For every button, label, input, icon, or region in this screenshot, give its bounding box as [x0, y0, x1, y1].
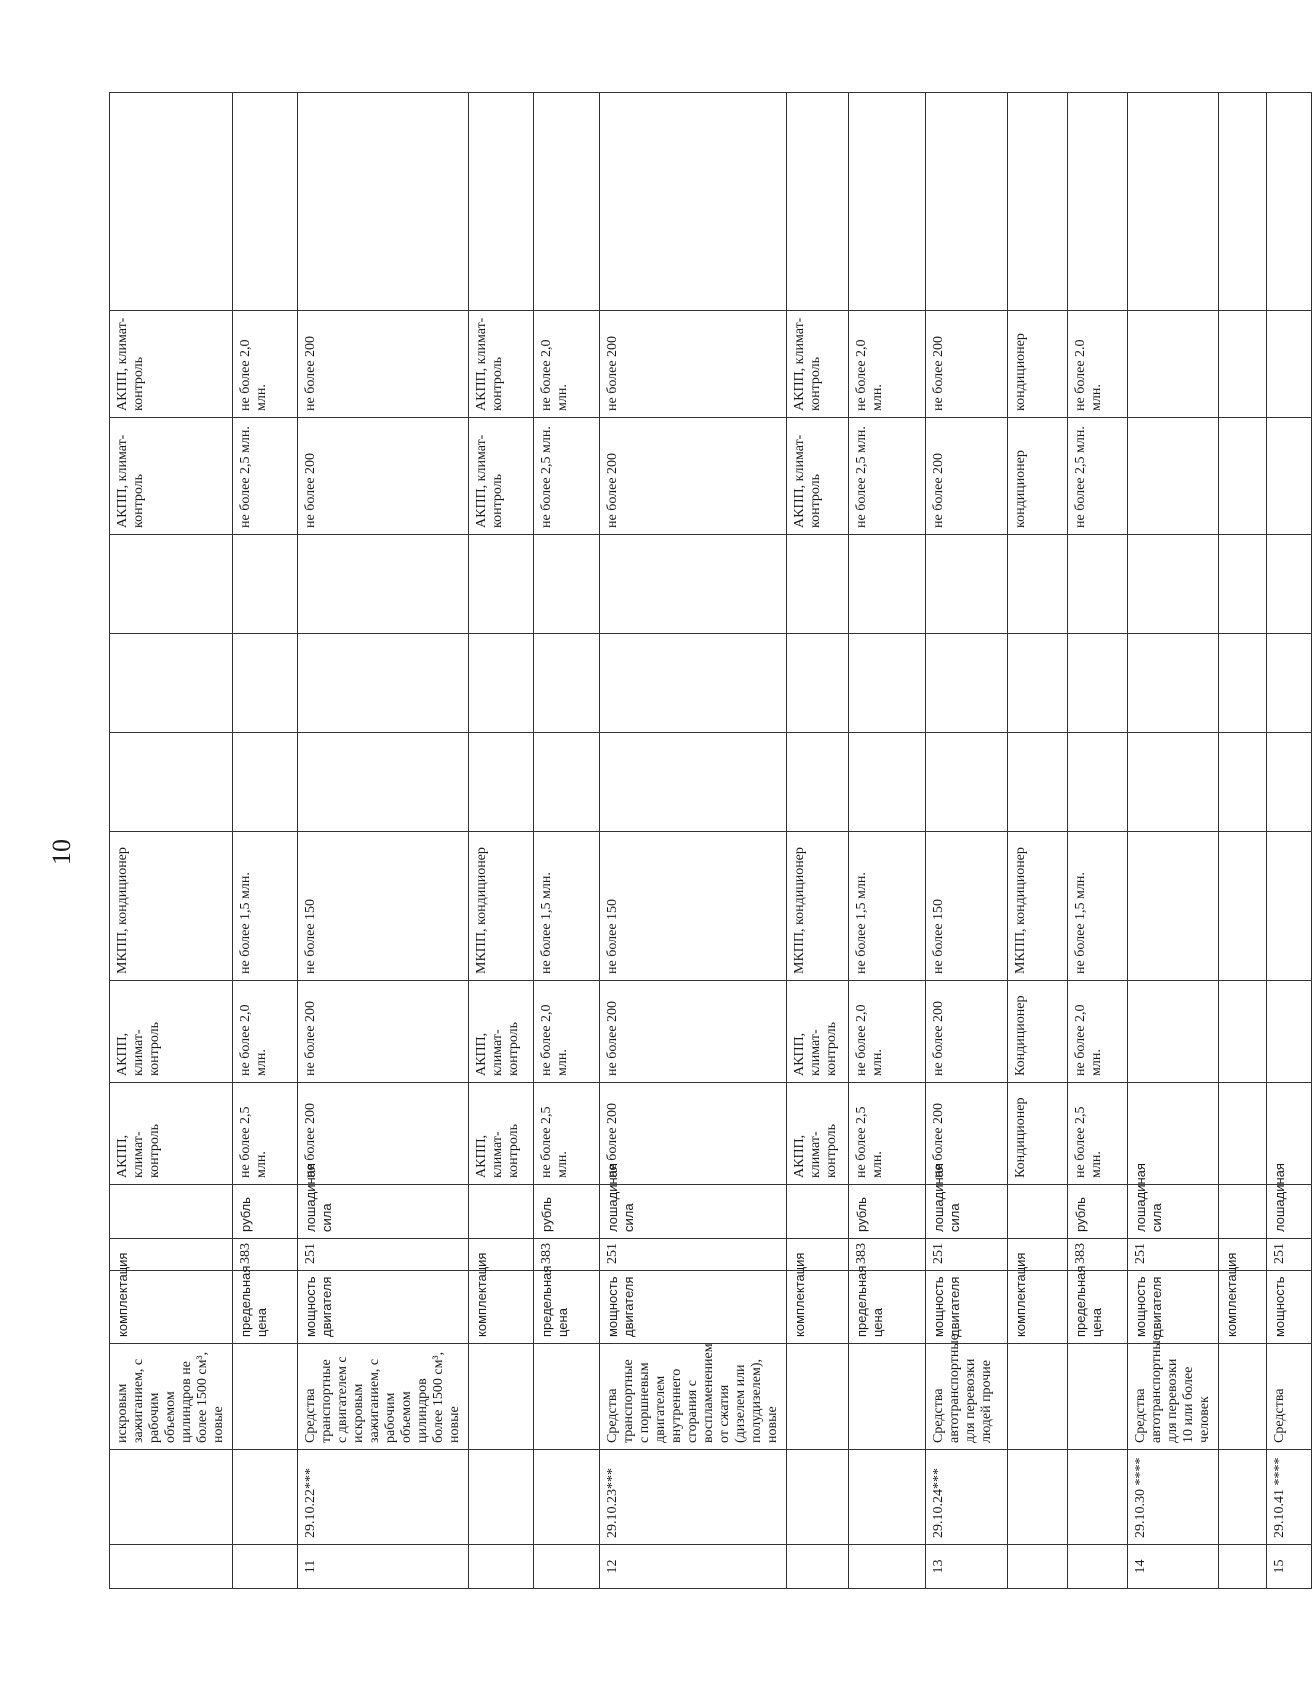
table-cell: не более 2,5 млн.	[1068, 1083, 1128, 1185]
table-row	[233, 93, 298, 1589]
table-cell: не более 200	[298, 1083, 469, 1185]
table-cell: не более 200	[298, 981, 469, 1083]
table-cell: не более 2,0 млн.	[849, 311, 926, 418]
table-cell: не более 150	[600, 832, 787, 981]
table-cell: АКПП, климат-контроль	[110, 981, 233, 1083]
table-cell	[1219, 1185, 1267, 1239]
table-cell: рубль	[849, 1185, 926, 1239]
table-cell: 251	[298, 1239, 469, 1271]
table-cell: 251	[600, 1239, 787, 1271]
table-cell	[298, 634, 469, 733]
table-cell: 29.10.23***	[600, 1450, 787, 1545]
table-cell	[1219, 733, 1267, 832]
table-cell: комплектация	[110, 1271, 233, 1344]
table-cell: не более 2,0 млн.	[534, 311, 600, 418]
table-cell	[1068, 1450, 1128, 1545]
table-cell	[849, 733, 926, 832]
table-cell: Средства транспортные с двигателем с искровым зажиганием, с рабочим объемом цилиндров более 1500 см³, новые	[298, 1344, 469, 1450]
table-cell	[787, 93, 849, 311]
table-cell	[1219, 1450, 1267, 1545]
table-row	[110, 93, 233, 1589]
table-cell	[1008, 1185, 1068, 1239]
table-cell: 29.10.24***	[926, 1450, 1008, 1545]
table-cell: не более 200	[600, 418, 787, 535]
table-cell	[787, 1450, 849, 1545]
table-cell	[1267, 832, 1312, 981]
table-row	[787, 93, 849, 1589]
table-cell	[1068, 1545, 1128, 1589]
table-cell	[469, 634, 534, 733]
table-cell: не более 200	[926, 418, 1008, 535]
table-cell: Средства автотранспортные для перевозки 10 или более человек	[1128, 1344, 1219, 1450]
table-cell	[110, 535, 233, 634]
table-cell	[1219, 1545, 1267, 1589]
table-cell: не более 1,5 млн.	[1068, 832, 1128, 981]
table-cell	[926, 634, 1008, 733]
table-cell	[110, 1185, 233, 1239]
table-cell: Кондиционер	[1008, 981, 1068, 1083]
table-cell: лошадиная	[1267, 1185, 1312, 1239]
table-cell	[298, 535, 469, 634]
table-cell	[1128, 981, 1219, 1083]
table-cell	[469, 535, 534, 634]
table-cell	[787, 1344, 849, 1450]
table-cell	[926, 93, 1008, 311]
table-cell	[534, 1545, 600, 1589]
table-cell: искровым зажиганием, с рабочим объемом цилиндров не более 1500 см³, новые	[110, 1344, 233, 1450]
table-cell	[1128, 311, 1219, 418]
table-cell: рубль	[1068, 1185, 1128, 1239]
table-cell: не более 2,5 млн.	[233, 418, 298, 535]
table-cell: АКПП, климат-контроль	[787, 1083, 849, 1185]
table-cell	[233, 93, 298, 311]
table-cell	[534, 535, 600, 634]
table-cell: МКПП, кондиционер	[787, 832, 849, 981]
table-cell	[1128, 93, 1219, 311]
table-cell	[1008, 1450, 1068, 1545]
table-cell: Кондиционер	[1008, 1083, 1068, 1185]
table-cell: АКПП, климат-контроль	[469, 418, 534, 535]
table-cell	[1068, 93, 1128, 311]
table-cell: МКПП, кондиционер	[110, 832, 233, 981]
table-cell: не более 200	[926, 981, 1008, 1083]
table-cell	[110, 1450, 233, 1545]
table-cell	[1219, 311, 1267, 418]
table-cell: не более 2,5 млн.	[233, 1083, 298, 1185]
table-cell: лошадиная сила	[600, 1185, 787, 1239]
table-cell	[534, 1344, 600, 1450]
table-cell: 29.10.41 ****	[1267, 1450, 1312, 1545]
table-cell	[469, 93, 534, 311]
table-cell: лошадиная сила	[926, 1185, 1008, 1239]
table-cell	[1008, 535, 1068, 634]
table-cell: не более 200	[600, 1083, 787, 1185]
table-cell: АКПП, климат-контроль	[110, 1083, 233, 1185]
table-cell: АКПП, климат-контроль	[469, 311, 534, 418]
table-cell: не более 2,0 млн.	[233, 981, 298, 1083]
table-cell: предельная цена	[1068, 1271, 1128, 1344]
table-cell	[233, 733, 298, 832]
table-cell: кондиционер	[1008, 418, 1068, 535]
table-cell	[1219, 832, 1267, 981]
table-row	[1219, 93, 1267, 1589]
table-cell	[233, 1450, 298, 1545]
table-cell: мощность двигателя	[298, 1271, 469, 1344]
table-cell: комплектация	[1219, 1271, 1267, 1344]
table-cell	[787, 535, 849, 634]
table-cell: 14	[1128, 1545, 1219, 1589]
table-cell	[600, 634, 787, 733]
table-cell	[1267, 733, 1312, 832]
table-cell	[110, 93, 233, 311]
table-cell	[926, 535, 1008, 634]
table-cell: предельная цена	[849, 1271, 926, 1344]
table-cell	[1267, 981, 1312, 1083]
table-cell	[1219, 93, 1267, 311]
table-cell	[600, 535, 787, 634]
table-cell: не более 150	[926, 832, 1008, 981]
table-cell	[469, 1185, 534, 1239]
table-cell	[1219, 418, 1267, 535]
table-cell: не более 200	[926, 311, 1008, 418]
table-cell: кондиционер	[1008, 311, 1068, 418]
table-cell: АКПП, климат-контроль	[469, 1083, 534, 1185]
table-cell: не более 2,5 млн.	[849, 418, 926, 535]
table-cell: не более 2,0 млн.	[849, 981, 926, 1083]
table-cell	[1128, 418, 1219, 535]
table-cell: не более 200	[298, 311, 469, 418]
table-cell: не более 1,5 млн.	[534, 832, 600, 981]
table-row	[1267, 93, 1312, 1589]
table-cell	[469, 1545, 534, 1589]
table-row	[600, 93, 787, 1589]
table-cell: комплектация	[1008, 1271, 1068, 1344]
table-cell	[110, 1545, 233, 1589]
table-row	[1128, 93, 1219, 1589]
table-cell	[1267, 418, 1312, 535]
table-cell: комплектация	[469, 1271, 534, 1344]
table-cell: рубль	[233, 1185, 298, 1239]
table-row	[1068, 93, 1128, 1589]
table-cell	[1128, 733, 1219, 832]
table-cell	[1008, 733, 1068, 832]
table-cell: лошадиная сила	[1128, 1185, 1219, 1239]
table-cell	[1068, 535, 1128, 634]
table-cell	[1008, 634, 1068, 733]
table-cell	[600, 733, 787, 832]
table-cell	[787, 1545, 849, 1589]
table-cell	[1267, 634, 1312, 733]
table-cell: не более 2,0 млн.	[534, 981, 600, 1083]
table-cell: 383	[1068, 1239, 1128, 1271]
table-cell	[1128, 634, 1219, 733]
table-cell	[1219, 634, 1267, 733]
table-cell: мощность двигателя	[926, 1271, 1008, 1344]
table-cell: 29.10.30 ****	[1128, 1450, 1219, 1545]
table-cell: 13	[926, 1545, 1008, 1589]
table-cell	[1008, 1545, 1068, 1589]
page-number: 10	[47, 839, 76, 865]
table-cell	[298, 733, 469, 832]
table-cell: 12	[600, 1545, 787, 1589]
table-cell	[1068, 1344, 1128, 1450]
table-cell: не более 200	[600, 981, 787, 1083]
table-cell	[469, 733, 534, 832]
table-cell: 251	[1128, 1239, 1219, 1271]
table-cell	[534, 1450, 600, 1545]
requirements-table	[109, 92, 1312, 1589]
table-cell	[110, 634, 233, 733]
table-cell: не более 2,0 млн.	[1068, 981, 1128, 1083]
table-cell: не более 2,5 млн.	[534, 1083, 600, 1185]
table-cell: 11	[298, 1545, 469, 1589]
table-cell	[110, 733, 233, 832]
table-cell: не более 200	[926, 1083, 1008, 1185]
table-cell	[1068, 733, 1128, 832]
table-cell: АКПП, климат-контроль	[787, 981, 849, 1083]
table-cell	[1267, 311, 1312, 418]
table-cell	[1219, 535, 1267, 634]
table-cell: лошадиная сила	[298, 1185, 469, 1239]
table-cell	[787, 634, 849, 733]
table-cell: мощность двигателя	[600, 1271, 787, 1344]
table-cell: 383	[534, 1239, 600, 1271]
table-cell	[849, 1450, 926, 1545]
table-cell: 15	[1267, 1545, 1312, 1589]
table-cell	[534, 733, 600, 832]
table-cell	[469, 1344, 534, 1450]
table-cell: 29.10.22***	[298, 1450, 469, 1545]
table-cell: не более 1,5 млн.	[233, 832, 298, 981]
table-cell	[534, 93, 600, 311]
table-cell	[1068, 634, 1128, 733]
table-cell: АКПП, климат-контроль	[787, 418, 849, 535]
table-cell	[1267, 93, 1312, 311]
table-cell: не более 200	[298, 418, 469, 535]
table-cell: АКПП, климат-контроль	[469, 981, 534, 1083]
table-cell	[1219, 1083, 1267, 1185]
table-cell	[849, 1545, 926, 1589]
table-row	[469, 93, 534, 1589]
table-cell	[233, 535, 298, 634]
table-cell	[849, 535, 926, 634]
table-cell: комплектация	[787, 1271, 849, 1344]
table-row	[926, 93, 1008, 1589]
table-cell	[787, 1185, 849, 1239]
table-cell: Средства автотранспортные для перевозки людей прочие	[926, 1344, 1008, 1450]
table-cell: не более 150	[298, 832, 469, 981]
table-cell	[1128, 832, 1219, 981]
table-row	[849, 93, 926, 1589]
table-cell: не более 2,5 млн.	[534, 418, 600, 535]
table-cell: рубль	[534, 1185, 600, 1239]
table-cell: не более 2,0 млн.	[233, 311, 298, 418]
table-cell	[233, 1545, 298, 1589]
table-row	[298, 93, 469, 1589]
table-cell: 383	[849, 1239, 926, 1271]
table-cell	[1219, 1344, 1267, 1450]
table-cell	[469, 1450, 534, 1545]
table-cell	[298, 93, 469, 311]
table-cell	[1219, 981, 1267, 1083]
table-cell: не более 2.0 млн.	[1068, 311, 1128, 418]
table-cell: Средства транспортные с поршневым двигателем внутреннего сгорания с воспламенением от сжатия (дизелем или полудизелем), новые	[600, 1344, 787, 1450]
table-cell	[849, 93, 926, 311]
table-cell	[1008, 93, 1068, 311]
table-cell: АКПП, климат-контроль	[787, 311, 849, 418]
table-cell: мощность двигателя	[1128, 1271, 1219, 1344]
table-cell	[1008, 1344, 1068, 1450]
table-wrapper	[109, 93, 1287, 1589]
table-cell: АКПП, климат-контроль	[110, 418, 233, 535]
table-cell: МКПП, кондиционер	[1008, 832, 1068, 981]
table-cell	[534, 634, 600, 733]
table-cell	[926, 733, 1008, 832]
table-cell	[233, 634, 298, 733]
table-cell: не более 2,5 млн.	[1068, 418, 1128, 535]
table-cell: не более 2,5 млн.	[849, 1083, 926, 1185]
table-row	[534, 93, 600, 1589]
table-cell	[849, 1344, 926, 1450]
table-cell	[849, 634, 926, 733]
table-cell	[233, 1344, 298, 1450]
table-cell	[787, 733, 849, 832]
table-cell: не более 1,5 млн.	[849, 832, 926, 981]
table-cell: 383	[233, 1239, 298, 1271]
table-cell	[1267, 535, 1312, 634]
table-cell: не более 200	[600, 311, 787, 418]
table-cell: предельная цена	[534, 1271, 600, 1344]
table-cell: АКПП, климат-контроль	[110, 311, 233, 418]
table-cell	[600, 93, 787, 311]
table-cell: предельная цена	[233, 1271, 298, 1344]
table-cell: 251	[926, 1239, 1008, 1271]
table-cell: Средства	[1267, 1344, 1312, 1450]
table-cell	[1128, 535, 1219, 634]
table-cell: МКПП, кондиционер	[469, 832, 534, 981]
table-row	[1008, 93, 1068, 1589]
table-cell: 251	[1267, 1239, 1312, 1271]
table-cell: мощность	[1267, 1271, 1312, 1344]
